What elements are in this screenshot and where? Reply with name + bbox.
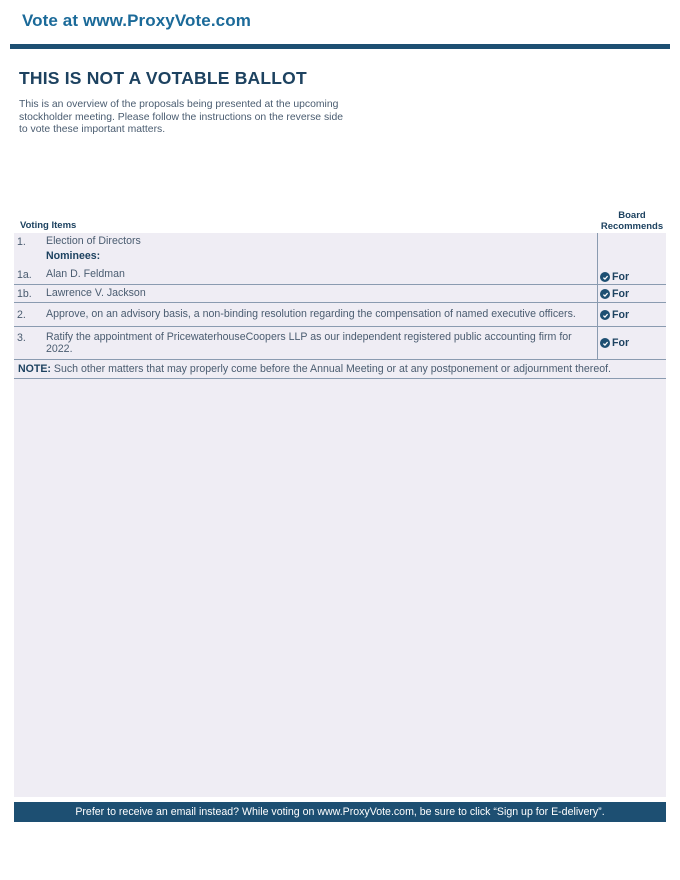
column-header-voting-items: Voting Items — [20, 220, 77, 231]
item-text: Lawrence V. Jackson — [46, 287, 146, 299]
ballot-heading: THIS IS NOT A VOTABLE BALLOT — [19, 68, 307, 88]
board-recommendation: For — [600, 271, 629, 283]
board-recommendation: For — [600, 309, 629, 321]
intro-text: This is an overview of the proposals being presented at the upcoming stockholder meeting. Please follow the instructions on the reverse side to vote these important matters. — [19, 99, 344, 136]
item-text: Alan D. Feldman — [46, 268, 125, 280]
board-recommendation: For — [600, 337, 629, 349]
row-divider — [14, 326, 666, 327]
item-text: Ratify the appointment of PricewaterhouseCoopers LLP as our independent registered public accounting firm for 2022. — [46, 331, 572, 355]
note-label: NOTE: — [18, 363, 51, 375]
item-number: 1. — [17, 236, 26, 248]
note-text: Such other matters that may properly come before the Annual Meeting or at any postponement or adjournment thereof. — [50, 363, 611, 375]
column-header-board-recommends: Board Recommends — [600, 210, 664, 232]
item-text: Election of Directors — [46, 235, 141, 247]
item-number: 2. — [17, 309, 26, 321]
item-number: 1b. — [17, 288, 32, 300]
nominees-label: Nominees: — [46, 250, 101, 262]
check-circle-icon — [600, 338, 610, 348]
column-divider — [597, 233, 598, 360]
item-number: 1a. — [17, 269, 32, 281]
check-circle-icon — [600, 272, 610, 282]
item-text: Approve, on an advisory basis, a non-binding resolution regarding the compensation of named executive officers. — [46, 308, 576, 320]
row-divider — [14, 302, 666, 303]
e-delivery-banner: Prefer to receive an email instead? While voting on www.ProxyVote.com, be sure to click “Sign up for E-delivery”. — [14, 802, 666, 822]
row-divider — [14, 284, 666, 285]
check-circle-icon — [600, 289, 610, 299]
board-recommendation: For — [600, 288, 629, 300]
check-circle-icon — [600, 310, 610, 320]
item-number: 3. — [17, 332, 26, 344]
row-divider — [14, 378, 666, 379]
note-row — [18, 363, 670, 375]
header-title: Vote at www.ProxyVote.com — [22, 11, 251, 30]
row-divider — [14, 359, 666, 360]
header-divider — [10, 44, 670, 49]
